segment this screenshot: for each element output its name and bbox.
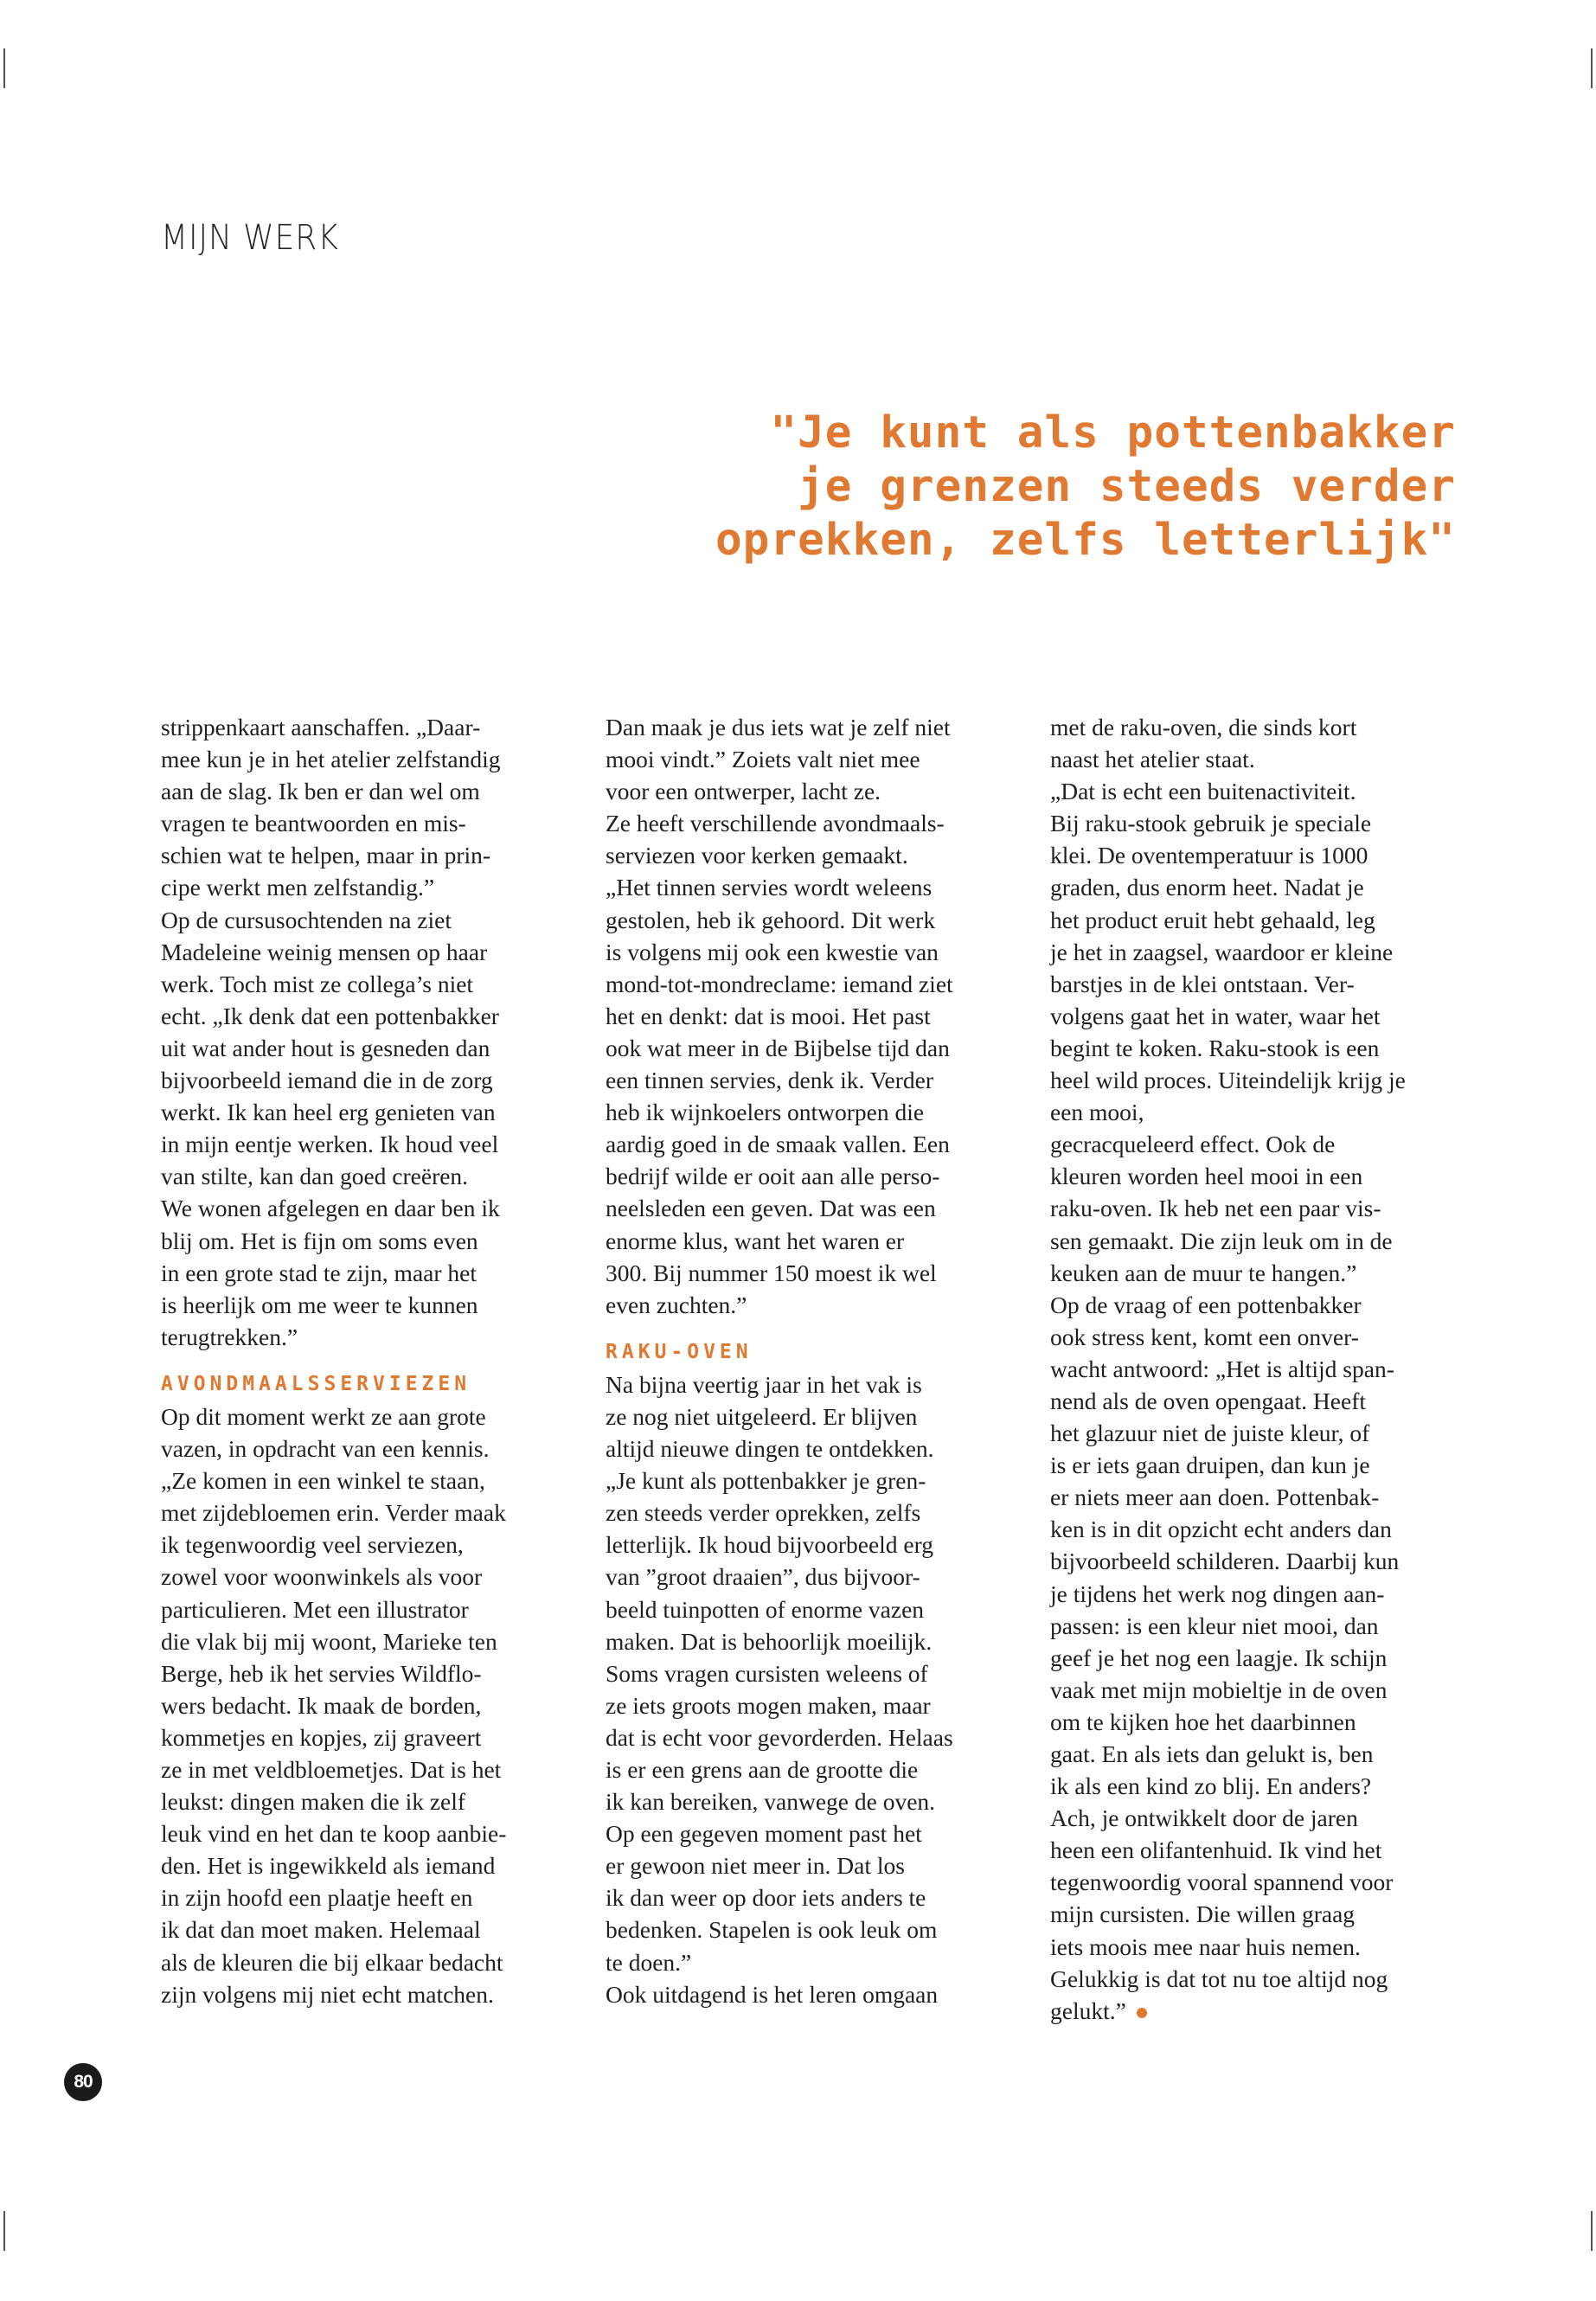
text-line: is er iets gaan druipen, dan kun je [1050,1452,1370,1479]
pull-quote [504,407,1456,567]
text-line: klei. De oventemperatuur is 1000 [1050,842,1368,869]
text-line: te doen.” [606,1948,692,1976]
pull-quote-line: "Je kunt als pottenbakker [770,407,1456,458]
text-line: heen een olifantenhuid. Ik vind het [1050,1836,1382,1864]
text-line: passen: is een kleur niet mooi, dan [1050,1612,1379,1639]
text-line: barstjes in de klei ontstaan. Ver- [1050,970,1355,997]
text-line: naast het atelier staat. [1050,746,1255,773]
page-number: 80 [64,2063,102,2101]
text-line: is volgens mij ook een kwestie van [606,938,939,965]
text-line: Berge, heb ik het servies Wildflo- [161,1659,482,1687]
text-line: mijn cursisten. Die willen graag [1050,1900,1356,1928]
text-line: het en denkt: dat is mooi. Het past [606,1002,931,1029]
subheading-raku-oven: RAKU-OVEN [606,1340,753,1363]
text-line: ik als een kind zo blij. En anders? [1050,1772,1372,1800]
text-line: is er een grens aan de grootte die [606,1756,919,1783]
text-line: ook wat meer in de Bijbelse tijd dan [606,1034,950,1061]
text-line: heel wild proces. Uiteindelijk krijg je [1050,1067,1406,1094]
text-line: Na bijna veertig jaar in het vak is [606,1370,922,1398]
text-line: leukst: dingen maken die ik zelf [161,1788,466,1816]
text-line: gaat. En als iets dan gelukt is, ben [1050,1740,1374,1767]
text-line: die vlak bij mij woont, Marieke ten [161,1627,497,1655]
text-line: werkt. Ik kan heel erg genieten van [161,1099,496,1126]
text-line: tegenwoordig vooral spannend voor [1050,1868,1394,1896]
text-line: Dan maak je dus iets wat je zelf niet [606,714,951,740]
text-line: aan de slag. Ik ben er dan wel om [161,778,480,805]
text-line: Op dit moment werkt ze aan grote [161,1402,486,1430]
pull-quote-line: je grenzen steeds verder [798,461,1456,512]
article-column-2 [606,711,1021,2010]
text-line: ze iets groots mogen maken, maar [606,1691,931,1719]
text-line: wacht antwoord: „Het is altijd span- [1050,1355,1394,1382]
text-line: mooi vindt.” Zoiets valt niet mee [606,746,920,773]
text-line: werk. Toch mist ze collega’s niet [161,970,474,997]
text-line: zen steeds verder oprekken, zelfs [606,1499,921,1527]
text-line: wers bedacht. Ik maak de borden, [161,1691,482,1719]
text-line: Gelukkig is dat tot nu toe altijd nog [1050,1965,1388,1992]
text-line: vragen te beantwoorden en mis- [161,810,466,837]
text-line: je het in zaagsel, waardoor er kleine [1050,938,1394,965]
text-line: geef je het nog een laagje. Ik schijn [1050,1644,1388,1671]
text-line: altijd nieuwe dingen te ontdekken. [606,1435,934,1463]
text-line: mond-tot-mondreclame: iemand ziet [606,970,953,997]
text-line: in een grote stad te zijn, maar het [161,1259,477,1286]
text-line: serviezen voor kerken gemaakt. [606,842,908,869]
text-line: blij om. Het is fijn om soms even [161,1227,478,1254]
text-line: met zijdebloemen erin. Verder maak [161,1499,506,1527]
text-line: ik dat dan moet maken. Helemaal [161,1916,481,1944]
text-line: er gewoon niet meer in. Dat los [606,1852,905,1880]
text-line: maken. Dat is behoorlijk moeilijk. [606,1627,933,1655]
text-line: kleuren worden heel mooi in een [1050,1163,1363,1190]
text-line: Bij raku-stook gebruik je speciale [1050,810,1372,837]
crop-mark-bottom-left [3,2211,5,2251]
text-line: gecracqueleerd effect. Ook de [1050,1131,1336,1158]
text-line: Madeleine weinig mensen op haar [161,938,488,965]
text-line: strippenkaart aanschaffen. „Daar- [161,714,481,740]
text-line: aardig goed in de smaak vallen. Een [606,1131,950,1158]
text-line: van stilte, kan dan goed creëren. [161,1163,469,1190]
text-line: zowel voor woonwinkels als voor [161,1563,483,1591]
text-line: mee kun je in het atelier zelfstandig [161,746,501,773]
crop-mark-bottom-right [1591,2211,1593,2251]
section-title: MIJN WERK [161,218,339,258]
text-line: volgens gaat het in water, waar het [1050,1002,1381,1029]
section-gap [606,1321,1021,1336]
text-line: in zijn hoofd een plaatje heeft en [161,1884,473,1912]
text-line: ik dan weer op door iets anders te [606,1884,926,1912]
text-line: particulieren. Met een illustrator [161,1595,469,1623]
section-gap [161,1353,576,1368]
text-line: Ach, je ontwikkelt door de jaren [1050,1804,1358,1832]
text-line: bijvoorbeeld schilderen. Daarbij kun [1050,1548,1400,1575]
text-line: terugtrekken.” [161,1323,298,1350]
text-line: Ook uitdagend is het leren omgaan [606,1980,939,2008]
text-line: zijn volgens mij niet echt matchen. [161,1980,494,2008]
article-column-1 [161,711,576,2010]
text-line: begint te koken. Raku-stook is een [1050,1034,1380,1061]
text-line: uit wat ander hout is gesneden dan [161,1034,490,1061]
paragraph [606,1368,1021,2010]
text-line: Ze heeft verschillende avondmaals- [606,810,945,837]
paragraph [161,711,576,1353]
text-line: het product eruit hebt gehaald, leg [1050,906,1375,933]
text-line: een tinnen servies, denk ik. Verder [606,1067,934,1094]
text-line: in mijn eentje werken. Ik houd veel [161,1131,499,1158]
text-line: met de raku-oven, die sinds kort [1050,714,1357,740]
text-line: We wonen afgelegen en daar ben ik [161,1195,500,1222]
text-line: iets moois mee naar huis nemen. [1050,1932,1361,1960]
text-line: Soms vragen cursisten weleens of [606,1659,928,1687]
text-line: Op de cursusochtenden na ziet [161,906,452,933]
text-line: is heerlijk om me weer te kunnen [161,1291,478,1318]
text-line: gestolen, heb ik gehoord. Dit werk [606,906,936,933]
text-line: Op de vraag of een pottenbakker [1050,1291,1362,1318]
text-line: vaak met mijn mobieltje in de oven [1050,1676,1388,1703]
text-line: van ”groot draaien”, dus bijvoor- [606,1563,920,1591]
text-line: bedenken. Stapelen is ook leuk om [606,1916,938,1944]
text-line: beeld tuinpotten of enorme vazen [606,1595,925,1623]
crop-mark-top-right [1591,48,1593,88]
text-line: enorme klus, want het waren er [606,1227,905,1254]
text-line: ze in met veldbloemetjes. Dat is het [161,1756,502,1783]
text-line: neelsleden een geven. Dat was een [606,1195,936,1222]
text-line: raku-oven. Ik heb net een paar vis- [1050,1195,1381,1222]
text-line: je tijdens het werk nog dingen aan- [1050,1580,1385,1607]
text-line: „Dat is echt een buitenactiviteit. [1050,778,1356,805]
text-line: een mooi, [1050,1099,1144,1126]
text-line: leuk vind en het dan te koop aanbie- [161,1820,507,1848]
text-line: keuken aan de muur te hangen.” [1050,1259,1357,1286]
text-line: ik tegenwoordig veel serviezen, [161,1531,464,1559]
text-line: „Ze komen in een winkel te staan, [161,1467,485,1495]
text-line: bijvoorbeeld iemand die in de zorg [161,1067,493,1094]
text-line: vazen, in opdracht van een kennis. [161,1435,490,1463]
text-line: ken is in dit opzicht echt anders dan [1050,1516,1392,1543]
article-column-3 [1050,711,1465,2027]
text-line: „Het tinnen servies wordt weleens [606,874,933,901]
text-line: er niets meer aan doen. Pottenbak- [1050,1484,1380,1511]
paragraph [161,1400,576,2010]
text-line: echt. „Ik denk dat een pottenbakker [161,1002,499,1029]
text-line: ik kan bereiken, vanwege de oven. [606,1788,936,1816]
text-line: heb ik wijnkoelers ontworpen die [606,1099,925,1126]
text-line: 300. Bij nummer 150 moest ik wel [606,1259,937,1286]
subheading-avondmaalsserviezen: AVONDMAALSSERVIEZEN [161,1372,471,1395]
text-line: „Je kunt als pottenbakker je gren- [606,1467,926,1495]
text-line: om te kijken hoe het daarbinnen [1050,1708,1356,1735]
text-line: den. Het is ingewikkeld als iemand [161,1852,496,1880]
pull-quote-line: oprekken, zelfs letterlijk" [715,515,1456,566]
text-line: letterlijk. Ik houd bijvoorbeeld erg [606,1531,934,1559]
text-line: graden, dus enorm heet. Nadat je [1050,874,1364,901]
text-line: als de kleuren die bij elkaar bedacht [161,1948,503,1976]
text-line: schien wat te helpen, maar in prin- [161,842,491,869]
text-line: gelukt.” [1050,1995,1465,2027]
text-line: het glazuur niet de juiste kleur, of [1050,1420,1370,1447]
text-line: even zuchten.” [606,1291,747,1318]
text-line: voor een ontwerper, lacht ze. [606,778,881,805]
text-line: Op een gegeven moment past het [606,1820,922,1848]
paragraph [606,711,1021,1321]
text-line: cipe werkt men zelfstandig.” [161,874,435,901]
end-of-article-dot-icon [1137,2008,1147,2018]
paragraph [1050,711,1465,2027]
text-line: sen gemaakt. Die zijn leuk om in de [1050,1227,1393,1254]
text-line: dat is echt voor gevorderden. Helaas [606,1723,953,1751]
text-line: ze nog niet uitgeleerd. Er blijven [606,1402,918,1430]
text-line: kommetjes en kopjes, zij graveert [161,1723,482,1751]
text-line: ook stress kent, komt een onver- [1050,1323,1359,1350]
crop-mark-top-left [3,48,5,88]
text-line: bedrijf wilde er ooit aan alle perso- [606,1163,940,1190]
text-line: nend als de oven opengaat. Heeft [1050,1387,1366,1414]
